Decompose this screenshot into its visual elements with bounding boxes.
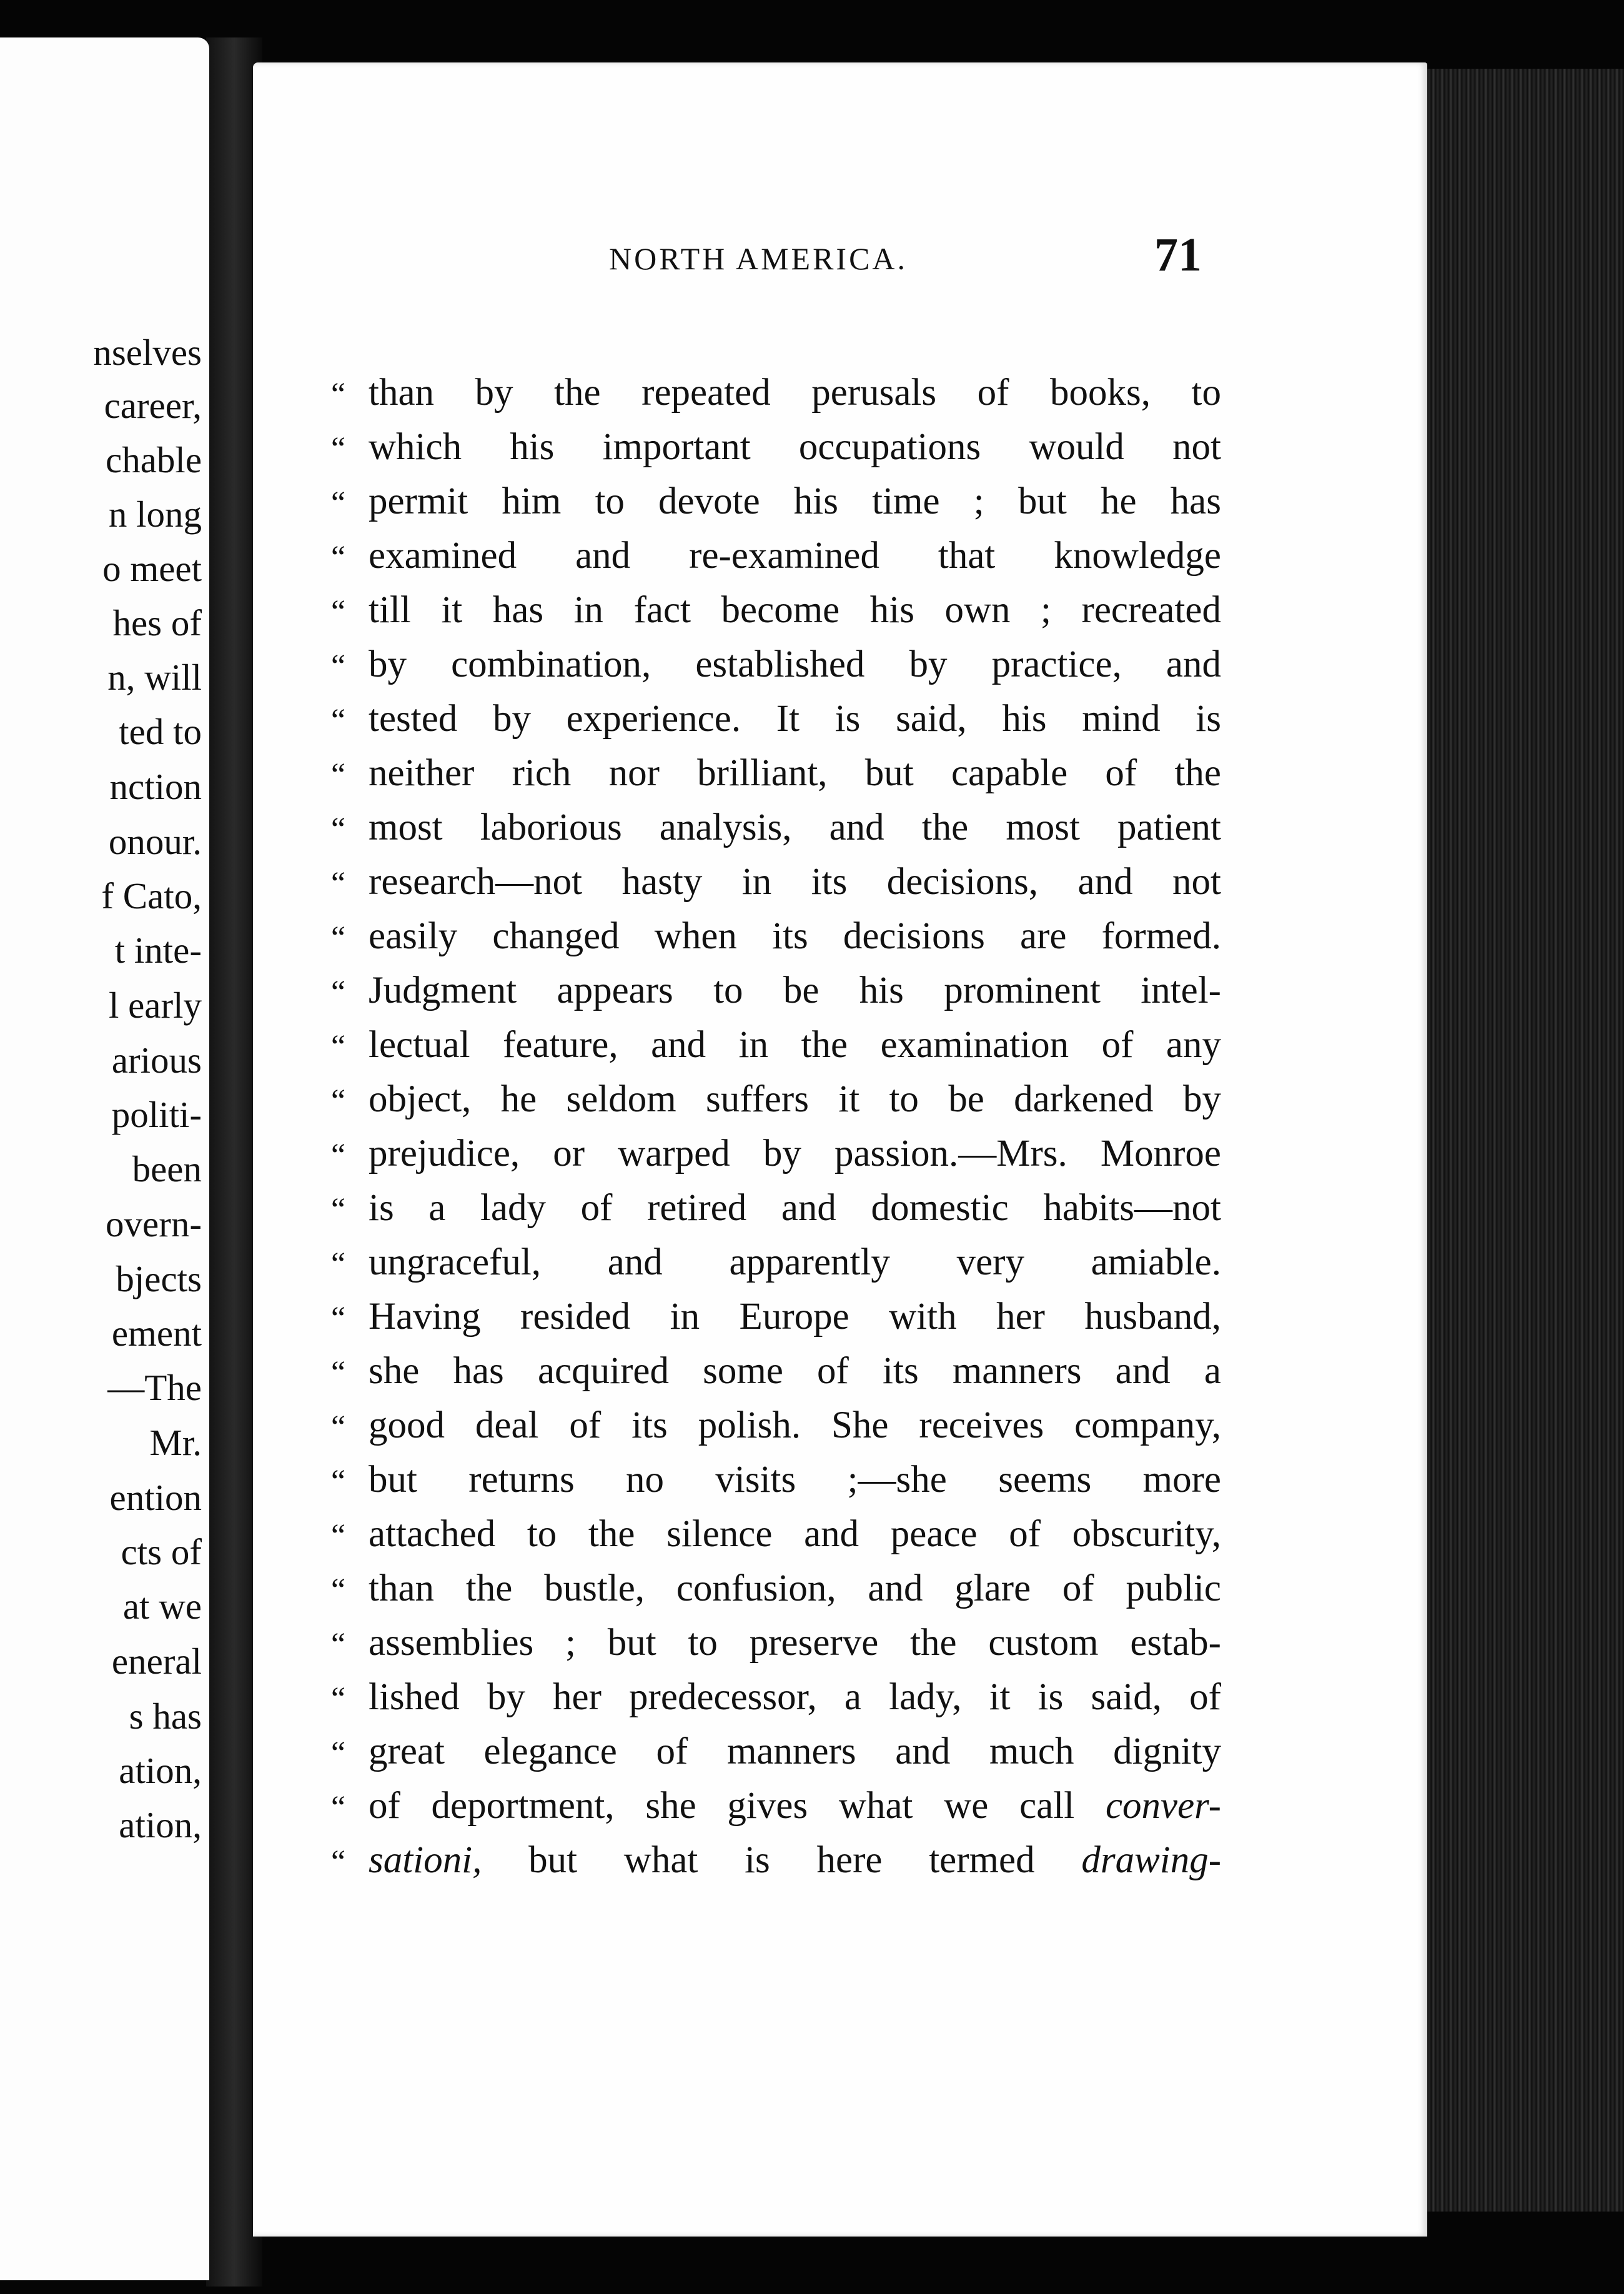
left-page-line: ement bbox=[111, 1313, 202, 1354]
line-words: lectual feature, and in the examination of any bbox=[369, 1024, 1221, 1066]
line-text bbox=[369, 529, 1221, 583]
line-words: which his important occupations would not bbox=[369, 426, 1221, 468]
quote-mark: “ bbox=[331, 540, 346, 575]
quote-mark: “ bbox=[331, 1192, 346, 1228]
line-words: object, he seldom suffers it to be darkened by bbox=[369, 1078, 1221, 1120]
line-text bbox=[369, 855, 1221, 909]
left-page-line: arious bbox=[111, 1040, 202, 1081]
line-words: than by the repeated perusals of books, to bbox=[369, 372, 1221, 414]
line-text bbox=[369, 746, 1221, 800]
quote-mark: “ bbox=[331, 1681, 346, 1717]
line-words: most laborious analysis, and the most patient bbox=[369, 807, 1221, 848]
line-words: is a lady of retired and domestic habits—not bbox=[369, 1187, 1221, 1229]
left-page-line: f Cato, bbox=[101, 875, 202, 916]
running-title: NORTH AMERICA. bbox=[609, 241, 908, 276]
line-words: assemblies ; but to preserve the custom estab- bbox=[369, 1622, 1221, 1664]
text-line bbox=[331, 746, 1221, 800]
line-words: attached to the silence and peace of obscurity, bbox=[369, 1513, 1221, 1555]
left-page-line: cts of bbox=[121, 1531, 202, 1572]
line-words: by combination, established by practice, and bbox=[369, 643, 1221, 685]
line-text bbox=[369, 1289, 1221, 1344]
line-words: but what is here termed bbox=[528, 1839, 1035, 1881]
line-text bbox=[369, 963, 1221, 1018]
text-line bbox=[331, 1344, 1221, 1398]
text-line bbox=[331, 1398, 1221, 1452]
left-page-line: bjects bbox=[116, 1258, 202, 1299]
line-words: easily changed when its decisions are formed. bbox=[369, 915, 1221, 957]
line-words: examined and re-examined that knowledge bbox=[369, 535, 1221, 577]
line-text bbox=[369, 1670, 1221, 1724]
quote-mark: “ bbox=[331, 1301, 346, 1336]
line-text bbox=[369, 1616, 1221, 1670]
quote-mark: “ bbox=[331, 920, 346, 956]
text-line bbox=[331, 474, 1221, 529]
line-text bbox=[369, 1561, 1221, 1616]
left-facing-page bbox=[0, 37, 209, 2280]
left-page-line: at we bbox=[122, 1586, 202, 1627]
italic-word: drawing- bbox=[1081, 1839, 1221, 1881]
line-text bbox=[369, 1833, 1221, 1887]
text-line bbox=[331, 1181, 1221, 1235]
line-words: ungraceful, and apparently very amiable. bbox=[369, 1241, 1221, 1283]
left-page-line: ation, bbox=[119, 1804, 202, 1845]
text-line bbox=[331, 1779, 1221, 1833]
text-line bbox=[331, 1670, 1221, 1724]
line-text bbox=[369, 1724, 1221, 1779]
text-line bbox=[331, 963, 1221, 1018]
quote-mark: “ bbox=[331, 485, 346, 521]
line-words: prejudice, or warped by passion.—Mrs. Monroe bbox=[369, 1133, 1221, 1174]
quote-mark: “ bbox=[331, 1518, 346, 1554]
text-line bbox=[331, 1072, 1221, 1126]
left-page-line: overn- bbox=[106, 1203, 202, 1244]
page-fore-edge bbox=[1405, 69, 1624, 2212]
line-text bbox=[369, 1018, 1221, 1072]
line-text bbox=[369, 1235, 1221, 1289]
line-text bbox=[369, 583, 1221, 637]
left-page-line: ention bbox=[109, 1477, 202, 1518]
left-page-line: career, bbox=[104, 385, 202, 426]
left-page-line: nction bbox=[109, 766, 202, 807]
line-words: good deal of its polish. She receives company, bbox=[369, 1404, 1221, 1446]
line-text bbox=[369, 800, 1221, 855]
quote-mark: “ bbox=[331, 648, 346, 684]
quote-mark: “ bbox=[331, 1029, 346, 1065]
left-page-line: politi- bbox=[111, 1094, 202, 1135]
quote-mark: “ bbox=[331, 812, 346, 847]
quote-mark: “ bbox=[331, 866, 346, 901]
left-page-line: n, will bbox=[107, 657, 202, 698]
text-line bbox=[331, 1235, 1221, 1289]
left-page-line: n long bbox=[108, 494, 202, 535]
line-words: research—not hasty in its decisions, and not bbox=[369, 861, 1221, 903]
left-page-line: chable bbox=[106, 439, 202, 480]
text-line bbox=[331, 855, 1221, 909]
text-line bbox=[331, 583, 1221, 637]
body-text bbox=[331, 365, 1221, 1887]
text-line bbox=[331, 637, 1221, 692]
text-line bbox=[331, 529, 1221, 583]
line-text bbox=[369, 1181, 1221, 1235]
italic-word: conver- bbox=[1105, 1785, 1221, 1827]
quote-mark: “ bbox=[331, 1464, 346, 1499]
text-line bbox=[331, 692, 1221, 746]
line-text bbox=[369, 692, 1221, 746]
quote-mark: “ bbox=[331, 1572, 346, 1608]
left-page-line: —The bbox=[107, 1367, 202, 1408]
left-page-line: o meet bbox=[102, 548, 202, 589]
line-text bbox=[369, 365, 1221, 420]
text-line bbox=[331, 1126, 1221, 1181]
text-line bbox=[331, 1616, 1221, 1670]
running-head bbox=[356, 228, 1206, 284]
line-words: permit him to devote his time ; but he has bbox=[369, 480, 1221, 522]
text-line bbox=[331, 1507, 1221, 1561]
quote-mark: “ bbox=[331, 431, 346, 467]
left-page-line: eneral bbox=[111, 1641, 202, 1682]
left-page-line: Mr. bbox=[149, 1422, 202, 1463]
quote-mark: “ bbox=[331, 757, 346, 793]
line-text bbox=[369, 637, 1221, 692]
quote-mark: “ bbox=[331, 1246, 346, 1282]
page-number: 71 bbox=[1154, 229, 1202, 281]
quote-mark: “ bbox=[331, 1083, 346, 1119]
line-words: tested by experience. It is said, his mind is bbox=[369, 698, 1221, 740]
text-line bbox=[331, 800, 1221, 855]
line-words: great elegance of manners and much dignity bbox=[369, 1730, 1221, 1772]
quote-mark: “ bbox=[331, 1409, 346, 1445]
left-page-line: nselves bbox=[93, 332, 202, 373]
quote-mark: “ bbox=[331, 1844, 346, 1880]
line-text bbox=[369, 1507, 1221, 1561]
quote-mark: “ bbox=[331, 975, 346, 1010]
quote-mark: “ bbox=[331, 1735, 346, 1771]
text-line bbox=[331, 1833, 1221, 1887]
line-words: she has acquired some of its manners and a bbox=[369, 1350, 1221, 1392]
text-line bbox=[331, 1452, 1221, 1507]
line-text bbox=[369, 909, 1221, 963]
text-line bbox=[331, 1018, 1221, 1072]
text-line bbox=[331, 420, 1221, 474]
text-line bbox=[331, 365, 1221, 420]
line-text bbox=[369, 1344, 1221, 1398]
line-words: of deportment, she gives what we call bbox=[369, 1785, 1075, 1827]
line-words: than the bustle, confusion, and glare of public bbox=[369, 1567, 1221, 1609]
left-page-line: ted to bbox=[119, 711, 202, 752]
text-line bbox=[331, 1289, 1221, 1344]
italic-word: sationi, bbox=[369, 1839, 482, 1881]
text-line bbox=[331, 1724, 1221, 1779]
line-words: Having resided in Europe with her husband, bbox=[369, 1296, 1221, 1338]
left-page-line: hes of bbox=[112, 602, 202, 643]
quote-mark: “ bbox=[331, 1627, 346, 1662]
quote-mark: “ bbox=[331, 377, 346, 412]
line-text bbox=[369, 1126, 1221, 1181]
line-words: but returns no visits ;—she seems more bbox=[369, 1459, 1221, 1501]
text-line bbox=[331, 909, 1221, 963]
line-words: till it has in fact become his own ; recreated bbox=[369, 589, 1221, 631]
left-page-line: ation, bbox=[119, 1750, 202, 1791]
quote-mark: “ bbox=[331, 703, 346, 738]
quote-mark: “ bbox=[331, 594, 346, 630]
left-page-line: t inte- bbox=[114, 930, 202, 971]
line-text bbox=[369, 420, 1221, 474]
left-page-line: onour. bbox=[108, 821, 202, 862]
line-text bbox=[369, 1452, 1221, 1507]
left-page-line: l early bbox=[108, 985, 202, 1026]
quote-mark: “ bbox=[331, 1790, 346, 1825]
line-words: neither rich nor brilliant, but capable of the bbox=[369, 752, 1221, 794]
line-words: lished by her predecessor, a lady, it is said, of bbox=[369, 1676, 1221, 1718]
line-text bbox=[369, 1072, 1221, 1126]
line-text bbox=[369, 1398, 1221, 1452]
text-line bbox=[331, 1561, 1221, 1616]
line-text bbox=[369, 474, 1221, 529]
quote-mark: “ bbox=[331, 1138, 346, 1173]
left-page-line: been bbox=[132, 1148, 202, 1189]
line-words: Judgment appears to be his prominent intel- bbox=[369, 970, 1221, 1011]
quote-mark: “ bbox=[331, 1355, 346, 1391]
left-page-line: s has bbox=[129, 1696, 202, 1737]
line-text bbox=[369, 1779, 1221, 1833]
